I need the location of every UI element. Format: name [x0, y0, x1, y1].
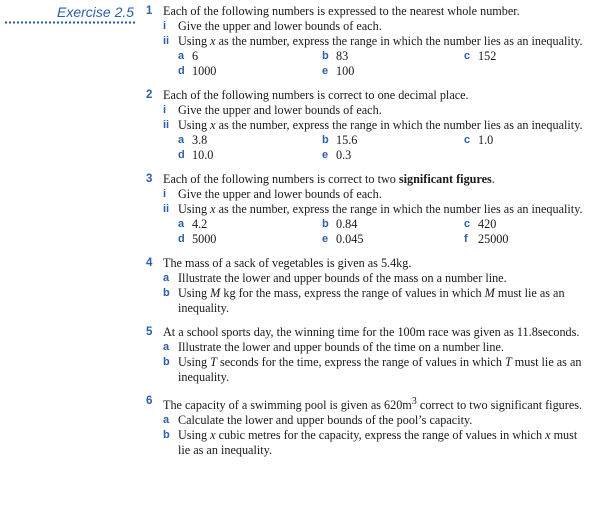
stem-text: correct to two significant figures. [416, 398, 583, 413]
question-stem: Each of the following numbers is correct to one decimal place. [163, 88, 469, 102]
item-value: 25000 [478, 232, 509, 246]
stem-text: Each of the following numbers is correct to two [163, 172, 399, 186]
stem-bold-term: significant figures [398, 172, 492, 186]
part-text: Using x cubic metres for the capacity, express the range of values in which x must lie as an inequality. [178, 428, 578, 458]
question-stem: Each of the following numbers is expressed to the nearest whole number. [163, 4, 520, 18]
question-part [163, 118, 586, 133]
list-item [322, 64, 464, 79]
list-item [464, 217, 594, 232]
item-label: a [178, 50, 185, 62]
question-part [163, 19, 586, 34]
question-number: 5 [146, 326, 153, 338]
item-label: c [464, 50, 471, 62]
question-part [163, 271, 586, 286]
item-value: 100 [336, 64, 355, 78]
item-label: e [322, 233, 329, 245]
item-label: d [178, 149, 185, 161]
question-part [163, 187, 586, 202]
part-label: b [163, 429, 170, 442]
question-number: 3 [146, 173, 153, 185]
item-value: 3.8 [192, 133, 208, 147]
part-label: b [163, 287, 170, 299]
question-1 [146, 4, 586, 79]
part-label: a [163, 414, 170, 427]
exercise-content [146, 4, 586, 467]
item-label: b [322, 50, 329, 62]
list-item [178, 232, 322, 247]
part-text: Give the upper and lower bounds of each. [178, 103, 382, 117]
question-part [163, 428, 586, 458]
item-value: 0.84 [336, 217, 358, 231]
item-value: 83 [336, 49, 349, 63]
part-text: Give the upper and lower bounds of each. [178, 187, 382, 201]
part-text: Using x as the number, express the range in which the number lies as an inequality. [178, 202, 583, 216]
item-value: 5000 [192, 232, 217, 246]
list-item [322, 232, 464, 247]
list-item [178, 64, 322, 79]
item-grid [178, 133, 586, 163]
question-part [163, 413, 586, 428]
question-stem: The mass of a sack of vegetables is given as 5.4kg. [163, 256, 412, 270]
item-label: b [322, 134, 329, 146]
stem-text: The capacity of a swimming pool is given as 620m [163, 398, 412, 413]
part-label: b [163, 356, 170, 368]
question-number: 6 [146, 395, 153, 407]
question-stem: At a school sports day, the winning time for the 100m race was given as 11.8seconds. [163, 325, 580, 339]
part-label: a [163, 272, 170, 284]
question-stem [163, 394, 586, 413]
stem-superscript: 3 [411, 396, 417, 407]
list-item [178, 217, 322, 232]
question-2 [146, 88, 586, 163]
list-item [178, 148, 322, 163]
item-value: 15.6 [336, 133, 358, 147]
item-label: e [322, 65, 329, 77]
item-value: 0.045 [336, 232, 364, 246]
question-6 [146, 394, 586, 458]
item-label: e [322, 149, 329, 161]
part-text: Using M kg for the mass, express the range of values in which M must lie as an inequality. [178, 286, 565, 315]
item-label: f [464, 233, 468, 245]
question-number: 2 [146, 89, 153, 101]
part-label: i [163, 20, 167, 32]
item-value: 420 [478, 217, 497, 231]
list-item [322, 49, 464, 64]
question-part [163, 286, 586, 316]
question-number: 4 [146, 257, 153, 269]
part-text: Using x as the number, express the range in which the number lies as an inequality. [178, 34, 583, 48]
item-value: 0.3 [336, 148, 352, 162]
part-label: ii [163, 203, 170, 215]
item-grid [178, 49, 586, 79]
dotted-rule [4, 21, 135, 24]
part-label: ii [163, 35, 170, 47]
list-item [322, 133, 464, 148]
question-5 [146, 325, 586, 385]
item-value: 6 [192, 49, 199, 63]
item-label: a [178, 134, 185, 146]
question-4 [146, 256, 586, 316]
part-label: i [163, 104, 167, 116]
item-label: c [464, 218, 471, 230]
item-label: c [464, 134, 471, 146]
item-value: 10.0 [192, 148, 214, 162]
item-grid [178, 217, 586, 247]
part-text: Illustrate the lower and upper bounds of the mass on a number line. [178, 271, 507, 285]
part-text: Using T seconds for the time, express the range of values in which T must lie as an inequality. [178, 355, 582, 384]
item-value: 152 [478, 49, 497, 63]
question-part [163, 103, 586, 118]
question-part [163, 202, 586, 217]
list-item [464, 232, 594, 247]
item-label: d [178, 233, 185, 245]
list-item [464, 49, 594, 64]
question-3 [146, 172, 586, 247]
part-label: ii [163, 119, 170, 131]
item-label: d [178, 65, 185, 77]
item-label: b [322, 218, 329, 230]
question-stem [163, 172, 586, 187]
exercise-title: Exercise 2.5 [57, 4, 135, 20]
list-item [178, 49, 322, 64]
item-label: a [178, 218, 185, 230]
list-item [322, 148, 464, 163]
list-item [464, 133, 594, 148]
part-label: i [163, 188, 167, 200]
stem-text: . [491, 172, 495, 186]
part-text: Give the upper and lower bounds of each. [178, 19, 382, 33]
question-part [163, 340, 586, 355]
list-item [322, 217, 464, 232]
item-value: 1.0 [478, 133, 494, 147]
part-text: Using x as the number, express the range in which the number lies as an inequality. [178, 118, 583, 132]
question-part [163, 355, 586, 385]
question-number: 1 [146, 5, 153, 17]
part-text: Calculate the lower and upper bounds of the pool’s capacity. [178, 413, 473, 428]
list-item [178, 133, 322, 148]
item-value: 4.2 [192, 217, 208, 231]
part-text: Illustrate the lower and upper bounds of the time on a number line. [178, 340, 504, 354]
item-value: 1000 [192, 64, 217, 78]
question-part [163, 34, 586, 49]
part-label: a [163, 341, 170, 353]
